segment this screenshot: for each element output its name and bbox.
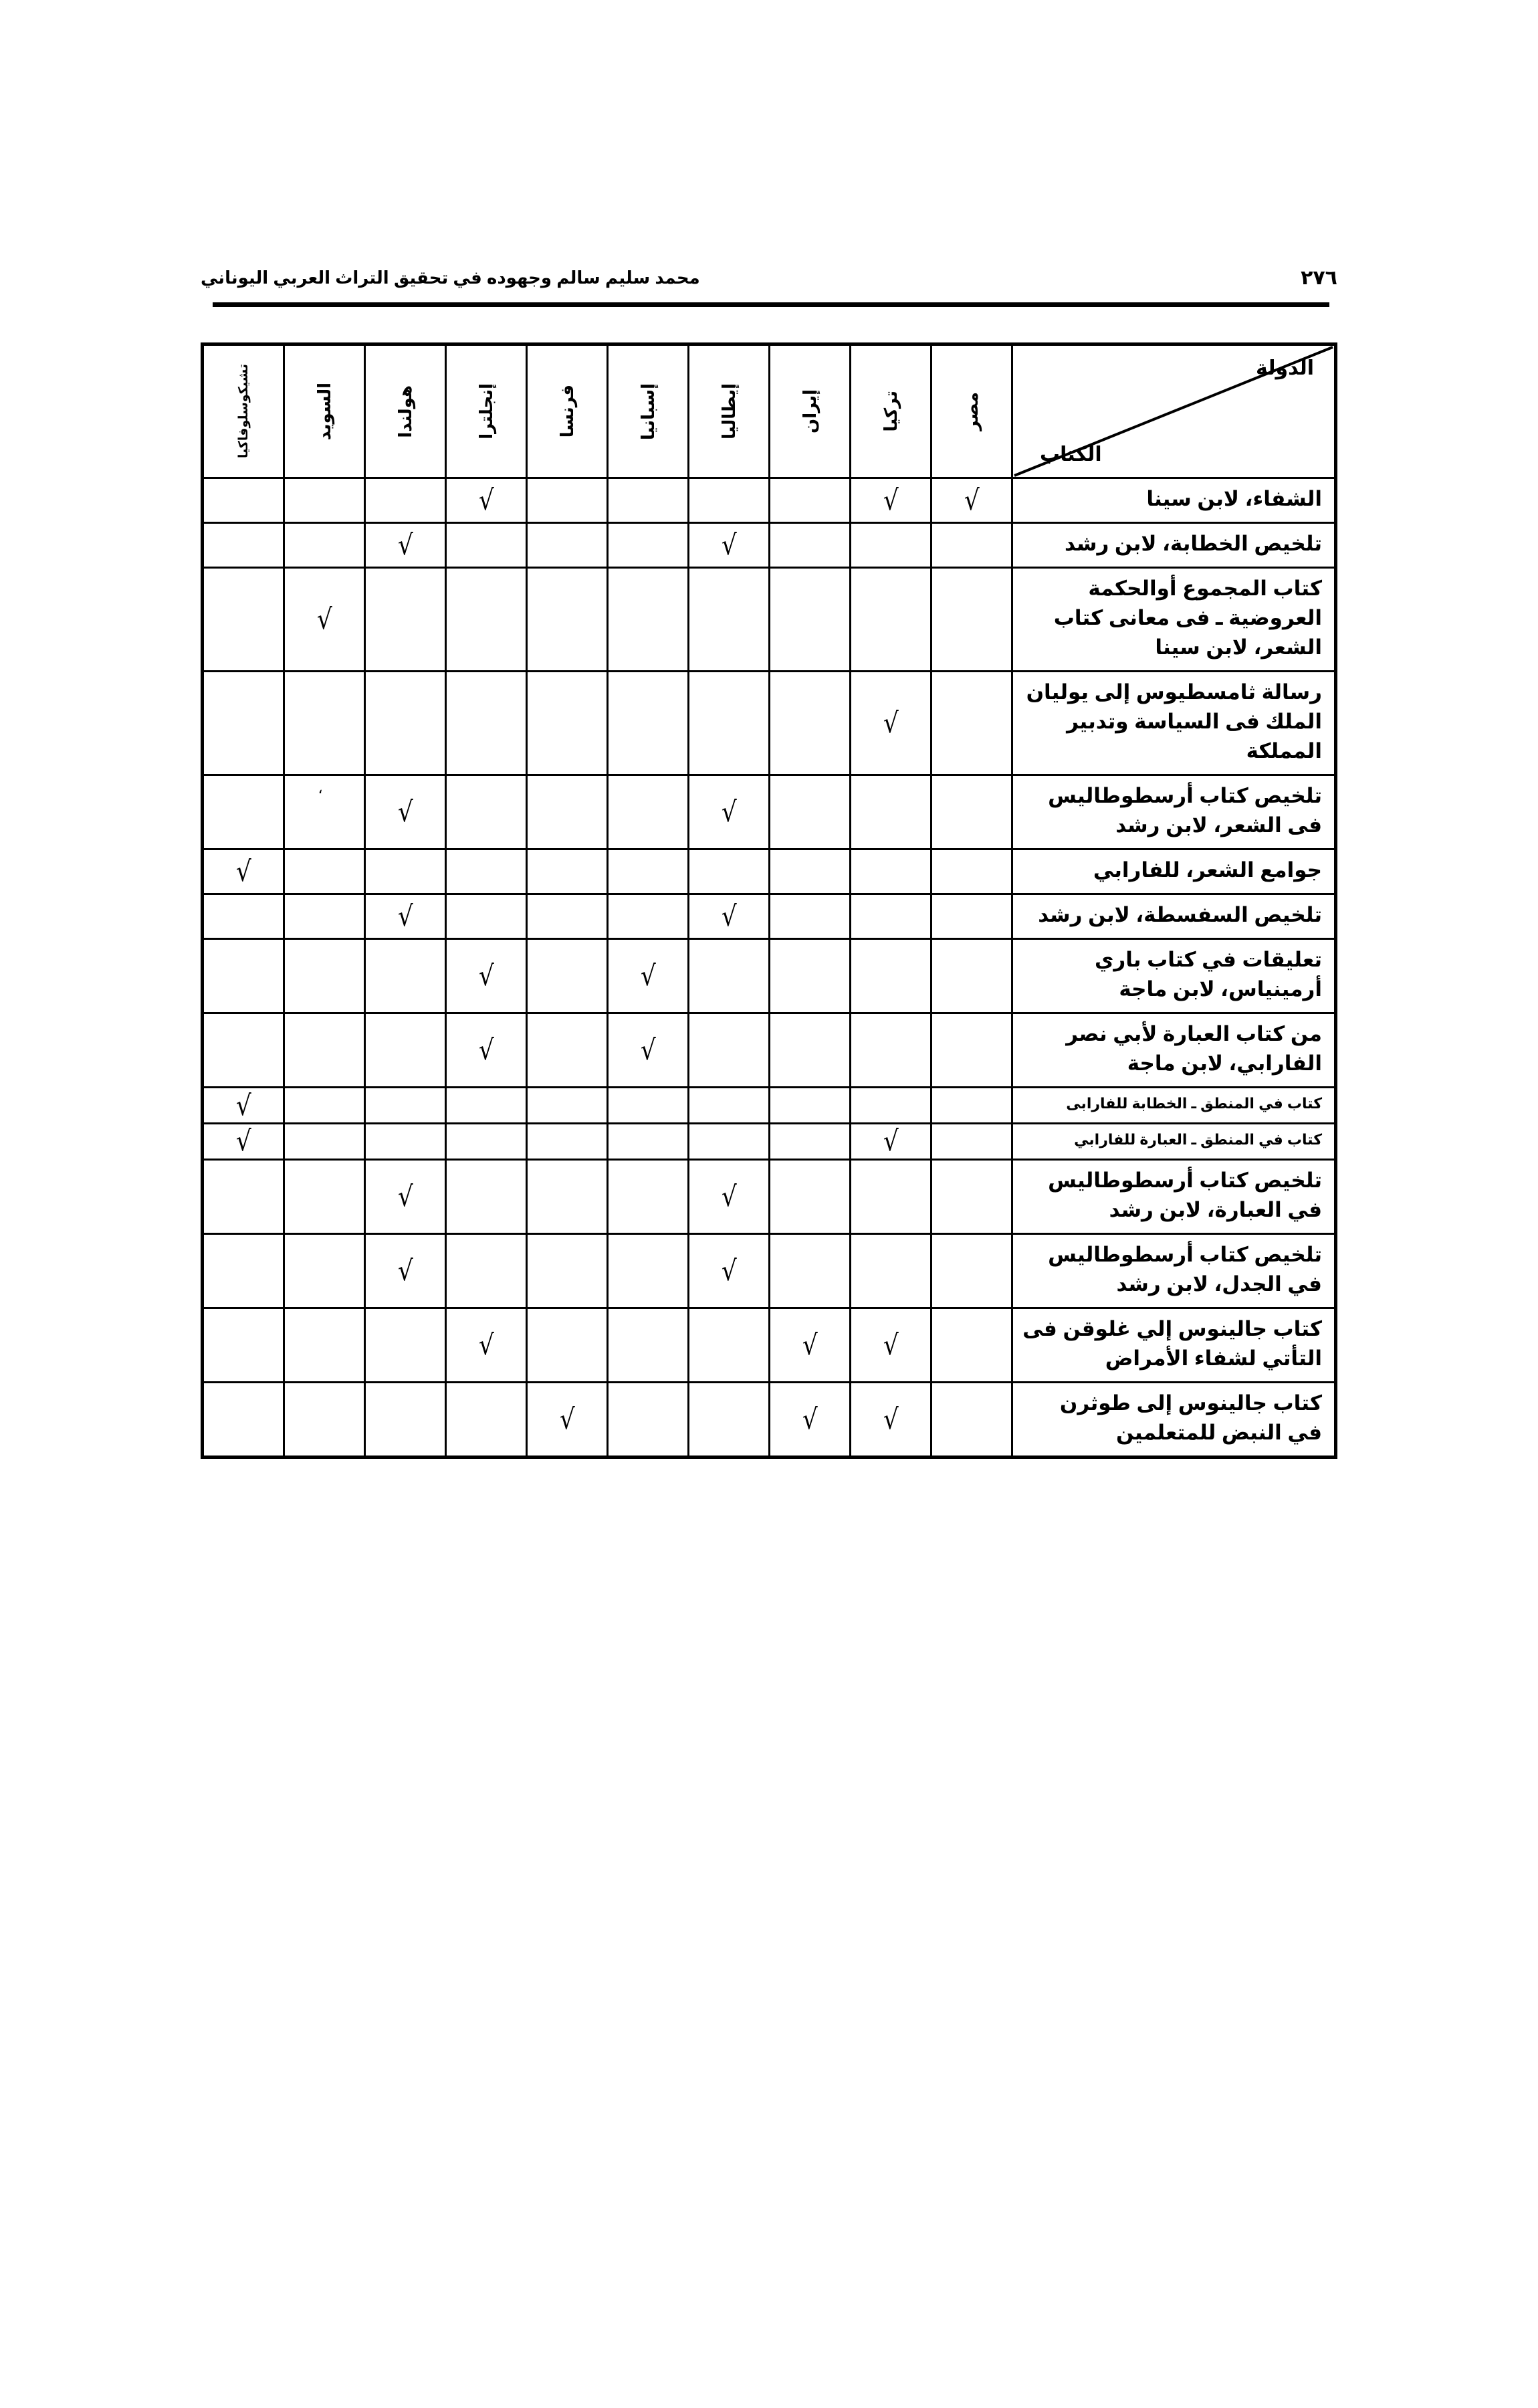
matrix-cell — [851, 939, 931, 1013]
table-body — [203, 478, 1336, 1458]
checkmark-icon: √ — [640, 1033, 656, 1067]
matrix-cell — [689, 939, 770, 1013]
matrix-cell — [527, 478, 608, 523]
matrix-cell — [446, 1308, 527, 1382]
matrix-cell — [203, 672, 284, 775]
matrix-cell — [689, 1088, 770, 1124]
table-row — [203, 939, 1336, 1013]
matrix-cell — [203, 568, 284, 672]
checkmark-icon: √ — [478, 1328, 494, 1361]
country-header-7 — [689, 344, 770, 478]
matrix-cell — [527, 1124, 608, 1160]
country-header-label: فرنسا — [557, 385, 577, 438]
matrix-cell — [446, 1124, 527, 1160]
matrix-cell — [608, 775, 689, 849]
matrix-cell — [203, 1382, 284, 1457]
matrix-cell — [608, 568, 689, 672]
matrix-cell — [203, 1013, 284, 1088]
book-title-cell: كتاب جالينوس إلي غلوقن فى التأتي لشفاء الأمراض — [1012, 1308, 1336, 1382]
matrix-cell — [770, 1159, 851, 1233]
book-title-cell: تلخيص كتاب أرسطوطاليس في العبارة، لابن رشد — [1012, 1159, 1336, 1233]
matrix-cell — [931, 849, 1012, 894]
country-header-label: إنجلترا — [476, 383, 496, 439]
matrix-cell — [689, 1233, 770, 1308]
country-header-8 — [770, 344, 851, 478]
matrix-cell — [446, 939, 527, 1013]
matrix-cell — [851, 1308, 931, 1382]
matrix-cell — [284, 939, 365, 1013]
matrix-cell — [851, 672, 931, 775]
table-row — [203, 478, 1336, 523]
matrix-cell — [446, 672, 527, 775]
matrix-cell — [203, 478, 284, 523]
matrix-cell — [203, 849, 284, 894]
book-title-cell: من كتاب العبارة لأبي نصر الفارابي، لابن ماجة — [1012, 1013, 1336, 1088]
table-row — [203, 1308, 1336, 1382]
matrix-cell — [284, 1308, 365, 1382]
matrix-cell — [203, 523, 284, 568]
matrix-cell — [203, 1088, 284, 1124]
matrix-cell — [608, 1382, 689, 1457]
checkmark-icon: √ — [802, 1402, 818, 1435]
matrix-cell — [203, 1159, 284, 1233]
checkmark-icon: √ — [883, 1328, 899, 1361]
matrix-cell — [608, 939, 689, 1013]
matrix-cell — [284, 849, 365, 894]
corner-book-label: الكتاب — [1040, 443, 1102, 466]
table-row — [203, 1013, 1336, 1088]
matrix-cell — [770, 849, 851, 894]
matrix-cell — [284, 894, 365, 939]
matrix-cell — [851, 1382, 931, 1457]
stray-ink-mark: ، — [318, 780, 323, 797]
table-row — [203, 849, 1336, 894]
country-header-label: هولندا — [395, 385, 415, 438]
matrix-cell — [770, 939, 851, 1013]
country-header-label: السويد — [314, 382, 334, 441]
table-row — [203, 672, 1336, 775]
country-header-label: تركيا — [881, 391, 901, 432]
matrix-cell — [527, 1382, 608, 1457]
book-title-cell: تلخيص كتاب أرسطوطاليس في الجدل، لابن رشد — [1012, 1233, 1336, 1308]
matrix-cell — [203, 1233, 284, 1308]
matrix-cell — [931, 1124, 1012, 1160]
matrix-cell — [446, 849, 527, 894]
checkmark-icon: √ — [721, 1179, 737, 1213]
table-row — [203, 568, 1336, 672]
book-title-cell: تلخيص السفسطة، لابن رشد — [1012, 894, 1336, 939]
matrix-cell — [284, 1159, 365, 1233]
checkmark-icon: √ — [640, 959, 656, 993]
matrix-cell — [770, 523, 851, 568]
books-countries-matrix — [201, 342, 1337, 1459]
matrix-cell — [931, 1159, 1012, 1233]
matrix-cell — [446, 568, 527, 672]
running-head-title: محمد سليم سالم وجهوده في تحقيق التراث العربي اليوناني — [201, 267, 700, 288]
matrix-cell — [851, 1013, 931, 1088]
matrix-cell — [851, 775, 931, 849]
book-title-cell: كتاب المجموع أوالحكمة العروضية ـ فى معانى كتاب الشعر، لابن سينا — [1012, 568, 1336, 672]
matrix-cell — [365, 1382, 446, 1457]
matrix-cell — [851, 1233, 931, 1308]
matrix-cell — [851, 849, 931, 894]
table-row — [203, 1088, 1336, 1124]
corner-header-cell — [1012, 344, 1336, 478]
matrix-cell — [446, 1159, 527, 1233]
table-row — [203, 775, 1336, 849]
checkmark-icon: √ — [478, 1033, 494, 1067]
checkmark-icon: √ — [964, 484, 980, 516]
table-head — [203, 344, 1336, 478]
checkmark-icon: √ — [721, 1253, 737, 1287]
matrix-cell — [770, 478, 851, 523]
checkmark-icon: √ — [721, 795, 737, 829]
matrix-cell — [365, 1233, 446, 1308]
matrix-cell — [851, 478, 931, 523]
matrix-cell — [284, 568, 365, 672]
checkmark-icon: √ — [478, 959, 494, 993]
matrix-cell — [931, 568, 1012, 672]
country-header-10 — [931, 344, 1012, 478]
matrix-cell — [446, 1382, 527, 1457]
matrix-cell — [931, 1013, 1012, 1088]
matrix-cell — [689, 672, 770, 775]
book-title-cell: تلخيص كتاب أرسطوطاليس فى الشعر، لابن رشد — [1012, 775, 1336, 849]
matrix-cell — [689, 1382, 770, 1457]
country-header-5 — [527, 344, 608, 478]
matrix-cell — [770, 1308, 851, 1382]
book-title-cell: تلخيص الخطابة، لابن رشد — [1012, 523, 1336, 568]
matrix-cell — [527, 672, 608, 775]
matrix-cell — [365, 939, 446, 1013]
table-row — [203, 1124, 1336, 1160]
checkmark-icon: √ — [883, 484, 899, 516]
checkmark-icon: √ — [883, 1402, 899, 1435]
country-header-label: إيطاليا — [719, 383, 739, 439]
page-number: ٢٧٦ — [1301, 266, 1337, 289]
country-header-2 — [284, 344, 365, 478]
matrix-cell — [365, 1088, 446, 1124]
book-title-cell: كتاب في المنطق ـ الخطابة للفارابى — [1012, 1088, 1336, 1124]
matrix-cell — [770, 894, 851, 939]
country-header-label: إيران — [800, 389, 820, 433]
matrix-cell — [608, 849, 689, 894]
table-row — [203, 523, 1336, 568]
matrix-cell — [527, 939, 608, 1013]
matrix-cell — [527, 1308, 608, 1382]
matrix-cell — [446, 1088, 527, 1124]
checkmark-icon: √ — [397, 1179, 413, 1213]
matrix-cell — [284, 775, 365, 849]
matrix-cell — [689, 478, 770, 523]
matrix-cell — [527, 1013, 608, 1088]
matrix-cell — [284, 1233, 365, 1308]
matrix-cell — [851, 1088, 931, 1124]
book-title-cell: كتاب جالينوس إلى طوثرن في النبض للمتعلمين — [1012, 1382, 1336, 1457]
matrix-cell — [608, 1308, 689, 1382]
matrix-cell — [365, 1013, 446, 1088]
checkmark-icon: √ — [235, 855, 251, 888]
matrix-cell — [608, 478, 689, 523]
matrix-cell — [446, 1013, 527, 1088]
table-row — [203, 1382, 1336, 1457]
checkmark-icon: √ — [235, 1124, 251, 1158]
matrix-cell — [931, 478, 1012, 523]
checkmark-icon: √ — [397, 795, 413, 829]
matrix-cell — [365, 849, 446, 894]
matrix-cell — [284, 1124, 365, 1160]
checkmark-icon: √ — [397, 1253, 413, 1287]
matrix-cell — [851, 894, 931, 939]
matrix-cell — [851, 1159, 931, 1233]
matrix-cell — [446, 523, 527, 568]
table-row — [203, 1159, 1336, 1233]
country-header-9 — [851, 344, 931, 478]
matrix-cell — [608, 894, 689, 939]
matrix-cell — [770, 775, 851, 849]
matrix-cell — [365, 894, 446, 939]
matrix-cell — [608, 1013, 689, 1088]
book-title-cell: تعليقات في كتاب باري أرمينياس، لابن ماجة — [1012, 939, 1336, 1013]
matrix-cell — [851, 523, 931, 568]
matrix-cell — [608, 1088, 689, 1124]
book-title-cell: رسالة ثامسطيوس إلى يوليان الملك فى السياسة وتدبير المملكة — [1012, 672, 1336, 775]
book-title-cell: الشفاء، لابن سينا — [1012, 478, 1336, 523]
matrix-cell — [608, 1159, 689, 1233]
matrix-cell — [931, 1088, 1012, 1124]
matrix-cell — [931, 894, 1012, 939]
matrix-cell — [689, 1308, 770, 1382]
matrix-cell — [365, 1124, 446, 1160]
checkmark-icon: √ — [478, 484, 494, 516]
table-row — [203, 894, 1336, 939]
corner-state-label: الدولة — [1256, 357, 1314, 379]
matrix-cell — [203, 894, 284, 939]
matrix-cell — [689, 1124, 770, 1160]
country-header-4 — [446, 344, 527, 478]
checkmark-icon: √ — [316, 603, 332, 636]
matrix-cell — [203, 1124, 284, 1160]
matrix-cell — [608, 1233, 689, 1308]
checkmark-icon: √ — [883, 706, 899, 740]
country-header-label: مصر — [962, 392, 982, 431]
matrix-cell — [608, 523, 689, 568]
header-row — [203, 344, 1336, 478]
matrix-cell — [284, 523, 365, 568]
matrix-cell — [365, 775, 446, 849]
matrix-cell — [527, 523, 608, 568]
matrix-cell — [365, 1308, 446, 1382]
matrix-cell — [365, 523, 446, 568]
checkmark-icon: √ — [802, 1328, 818, 1361]
matrix-cell — [608, 672, 689, 775]
matrix-cell — [770, 568, 851, 672]
matrix-cell — [365, 1159, 446, 1233]
matrix-cell — [689, 523, 770, 568]
country-header-6 — [608, 344, 689, 478]
checkmark-icon: √ — [721, 528, 737, 562]
matrix-cell — [527, 1088, 608, 1124]
matrix-cell — [931, 672, 1012, 775]
checkmark-icon: √ — [721, 900, 737, 933]
matrix-cell — [284, 478, 365, 523]
checkmark-icon: √ — [883, 1124, 899, 1158]
matrix-cell — [770, 1382, 851, 1457]
country-header-1 — [203, 344, 284, 478]
matrix-cell — [689, 1013, 770, 1088]
matrix-cell — [689, 568, 770, 672]
matrix-cell — [365, 478, 446, 523]
matrix-cell — [931, 775, 1012, 849]
matrix-cell — [527, 894, 608, 939]
country-header-label: إسبانيا — [638, 383, 658, 440]
matrix-cell — [284, 1382, 365, 1457]
table-container — [217, 342, 1337, 1459]
matrix-cell — [931, 1308, 1012, 1382]
checkmark-icon: √ — [397, 900, 413, 933]
matrix-cell — [527, 775, 608, 849]
matrix-cell — [527, 1159, 608, 1233]
book-title-cell: جوامع الشعر، للفارابي — [1012, 849, 1336, 894]
matrix-cell — [689, 775, 770, 849]
matrix-cell — [770, 1013, 851, 1088]
matrix-cell — [931, 1382, 1012, 1457]
country-header-label: تشيكوسلوفاكيا — [236, 364, 251, 459]
matrix-cell — [446, 478, 527, 523]
matrix-cell — [689, 1159, 770, 1233]
matrix-cell — [770, 1088, 851, 1124]
matrix-cell — [608, 1124, 689, 1160]
matrix-cell — [203, 1308, 284, 1382]
table-row — [203, 1233, 1336, 1308]
matrix-cell — [203, 775, 284, 849]
matrix-cell — [770, 1124, 851, 1160]
checkmark-icon: √ — [235, 1088, 251, 1122]
matrix-cell — [527, 849, 608, 894]
matrix-cell — [365, 568, 446, 672]
matrix-cell — [931, 523, 1012, 568]
matrix-cell — [931, 1233, 1012, 1308]
header-rule — [213, 302, 1329, 307]
matrix-cell — [770, 672, 851, 775]
matrix-cell — [851, 568, 931, 672]
matrix-cell — [284, 672, 365, 775]
matrix-cell — [446, 894, 527, 939]
matrix-cell — [527, 1233, 608, 1308]
checkmark-icon: √ — [397, 528, 413, 562]
matrix-cell — [851, 1124, 931, 1160]
matrix-cell — [446, 775, 527, 849]
matrix-cell — [689, 849, 770, 894]
running-head — [201, 258, 1337, 298]
matrix-cell — [284, 1088, 365, 1124]
matrix-cell — [931, 939, 1012, 1013]
matrix-cell — [446, 1233, 527, 1308]
matrix-cell — [284, 1013, 365, 1088]
matrix-cell — [527, 568, 608, 672]
country-header-3 — [365, 344, 446, 478]
checkmark-icon: √ — [559, 1402, 575, 1435]
book-title-cell: كتاب في المنطق ـ العبارة للفارابي — [1012, 1124, 1336, 1160]
matrix-cell — [689, 894, 770, 939]
matrix-cell — [365, 672, 446, 775]
matrix-cell — [770, 1233, 851, 1308]
matrix-cell — [203, 939, 284, 1013]
